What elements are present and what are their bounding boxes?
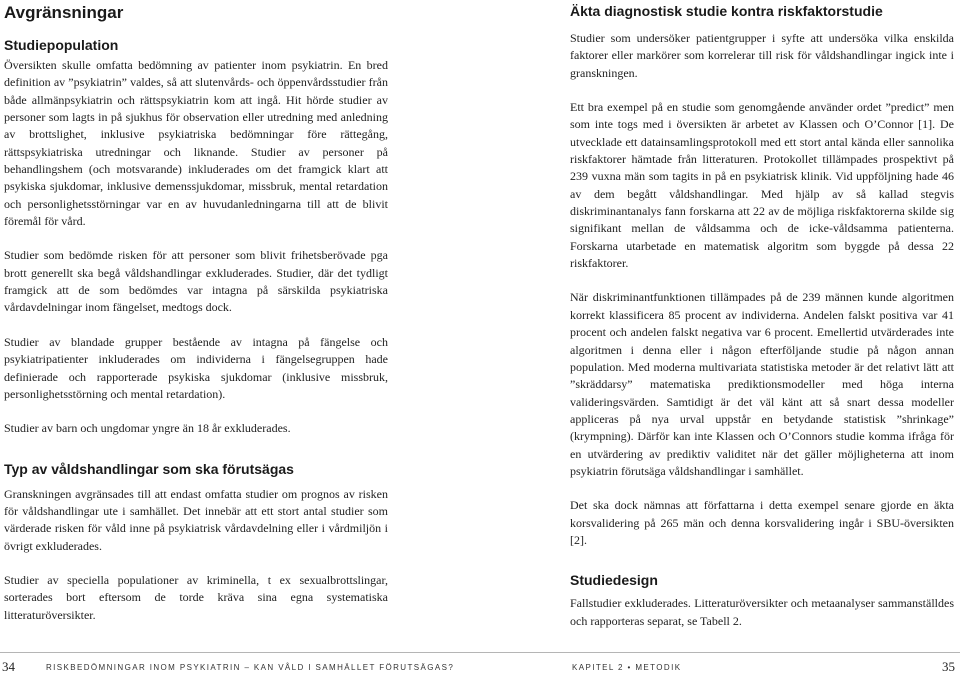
paragraph: Granskningen avgränsades till att endast omfatta studier om prognos av risken för våldshandlingar ute i samhället. Det innebär att ett stort antal studier som värderade risken för våld inne på psykiatrisk vårdavdelning eller i vårdmiljön i övrigt exkluderades. xyxy=(4,486,388,553)
left-page-number: 34 xyxy=(2,659,15,674)
section-title: Avgränsningar xyxy=(4,3,124,22)
paragraph: Studier av speciella populationer av kriminella, t ex sexualbrottslingar, sorterades bort eftersom de torde kräva sina egna systematiska litteraturöversikter. xyxy=(4,572,388,622)
paragraph: Det ska dock nämnas att författarna i detta exempel senare gjorde en äkta korsvalidering på 265 män och denna korsvalidering ingår i SBU-översikten [2]. xyxy=(570,498,954,547)
paragraph: Ett bra exempel på en studie som genomgående använder ordet ”predict” men som inte togs med i översikten är arbetet av Klassen och O’Connor [1]. De utvecklade ett datainsamlingsprotokoll med ett stort antal kända eller sannolika riskfaktorer hämtade från litteraturen. Protokollet tillämpades prospektivt på 239 vuxna män som tagits in på en psykiatrisk klinik. Vid uppföljning hade 46 av dem begått våldshandlingar. Med hjälp av så kallad stegvis diskriminantanalys fann forskarna att 22 av de möjliga riskfaktorerna skilde sig signifikant mellan de våldsamma och de icke-våldsamma patienterna. Forskarna utarbetade en matematisk algoritm som byggde på dessa 22 riskfaktorer. xyxy=(570,100,954,271)
subheading-violence-type: Typ av våldshandlingar som ska förutsägas xyxy=(4,460,294,477)
paragraph-part: Studier av personer på behandlingshem (och motsvarande) inkluderades om det framgick klart att psykiska sjukdomar, inklusive demenssjukdomar, missbruk, mental retardation och personlighetsstörningar var en av huvudanledningarna till att de blivit föremål för vård. xyxy=(4,144,389,229)
right-running-footer: KAPITEL 2 • METODIK xyxy=(572,663,682,672)
paragraph: Studier som undersöker patientgrupper i syfte att undersöka vilka enskilda faktorer eller markörer som korrelerar till risk för våldshandlingar ingick inte i granskningen. xyxy=(570,31,954,80)
subheading-diagnostic-vs-risk: Äkta diagnostisk studie kontra riskfaktorstudie xyxy=(570,3,883,19)
paragraph: När diskriminantfunktionen tillämpades på de 239 männen kunde algoritmen korrekt klassificera 85 procent av individerna. Andelen falskt positiva var 41 procent och andelen falskt negativa var 6 procent. Emellertid utvärderades inte algoritmen i denna eller i någon efterföljande studie på någon annan population. Med moderna multivariata statistiska metoder är det relativt lätt att ”skräddarsy” matematiska prediktionsmodeller med höga interna valideringsvärden. Samtidigt är det väl känt att så snart dessa modeller appliceras på nya urval uppstår en betydande statistisk ”shrinkage” (krympning). Därför kan inte Klassen och O’Connors studie komma ifråga för en utvärdering av prediktiv validitet när det gäller möjligheterna att inom psykiatrin förutsäga våldshandlingar i samhället. xyxy=(570,290,954,478)
paragraph-part: Hit hörde studier av personer som lagts in på sjukhus för observation eller utredning med anledning av brottslighet, inklusive psykiatriska bedömningar före rättegång, rättspsykiatriska utredningar och liknande. xyxy=(4,92,388,159)
paragraph: Fallstudier exkluderades. Litteraturöversikter och metaanalyser sammanställdes och rapporteras separat, se Tabell 2. xyxy=(570,596,954,628)
footer-rule xyxy=(0,652,960,653)
left-page-column xyxy=(4,0,388,624)
right-page-number: 35 xyxy=(942,659,955,674)
right-page-column xyxy=(570,0,954,630)
left-running-footer: RISKBEDÖMNINGAR INOM PSYKIATRIN – KAN VÅLD I SAMHÄLLET FÖRUTSÄGAS? xyxy=(46,663,455,672)
paragraph-part: Översikten skulle omfatta bedömning av patienter inom psykiatrin. En bred definition av ”psykiatrin” valdes, så att slutenvårds- och öppenvårdsstudier från både allmänpsykiatrin och rättspsykiatrin kom att ingå. xyxy=(4,58,388,107)
paragraph xyxy=(4,57,388,230)
paragraph: Studier som bedömde risken för att personer som blivit frihetsberövade pga brott generellt ska begå våldshandlingar exkluderades. Studier, där det tydligt framgick att de som bedömdes var intagna på särskilda psykiatriska vårdavdelningar inom fängelset, medtogs dock. xyxy=(4,248,388,315)
subheading-study-population: Studiepopulation xyxy=(4,37,119,53)
paragraph: Studier av blandade grupper bestående av intagna på fängelse och psykiatripatienter inkluderades om individerna i fängelsegruppen hade definierade och rapporterade psykiska sjukdomar (inklusive missbruk, personlighetsstörning och mental retardation). xyxy=(4,334,388,401)
subheading-study-design: Studiedesign xyxy=(570,572,658,589)
paragraph: Studier av barn och ungdomar yngre än 18 år exkluderades. xyxy=(4,421,291,436)
